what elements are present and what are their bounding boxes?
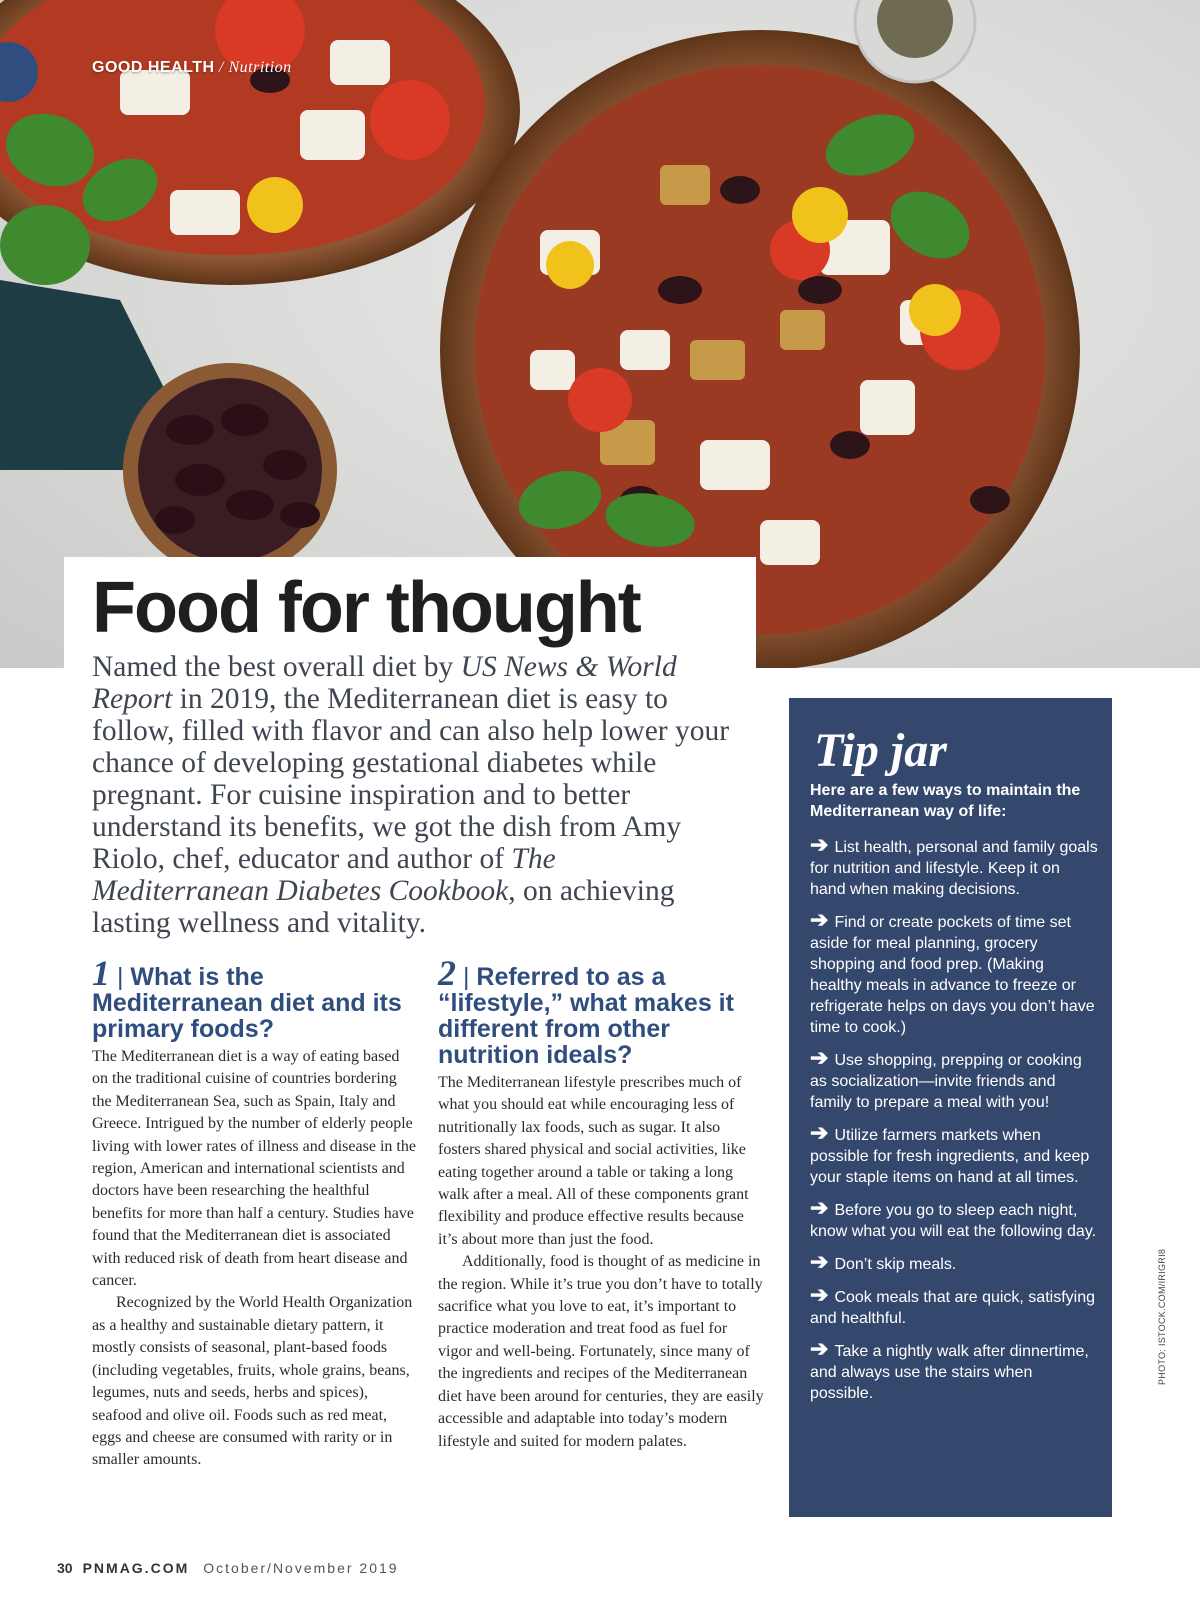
section-name: GOOD HEALTH [92, 59, 215, 76]
tip-item [810, 1047, 1098, 1113]
tip-text: Before you go to sleep each night, know what you will eat the following day. [810, 1202, 1097, 1240]
tip-text: Take a nightly walk after dinnertime, and always use the stairs when possible. [810, 1343, 1089, 1402]
question-2-heading: 2 | Referred to as a “lifestyle,” what makes it different from other nutrition ideals? [438, 953, 734, 1069]
intro-source: US News & World Report [92, 651, 677, 715]
question-1-column [92, 953, 418, 1472]
subsection-name: Nutrition [228, 59, 292, 76]
answer-paragraph: Recognized by the World Health Organization as a healthy and sustainable dietary pattern, it mostly consists of seasonal, plant-based foods (including vegetables, fruits, whole grains, beans, legumes, nuts and seeds, herbs and spices), seafood and olive oil. Foods such as red meat, eggs and cheese are consumed with rarity or in smaller amounts. [92, 1294, 413, 1469]
answer-paragraph: The Mediterranean lifestyle prescribes much of what you should eat while encouraging less of nutritionally lax foods, such as sugar. It also fosters shared physical and social activities, like eating together around a table or taking a long walk after a meal. All of these components grant flexibility and produce effective results because it’s about more than just the food. [438, 1074, 749, 1248]
tip-item [810, 1338, 1098, 1404]
arrow-right-icon: ➔ [810, 1045, 829, 1070]
tip-text: Cook meals that are quick, satisfying and healthful. [810, 1289, 1095, 1327]
magazine-site: PNMAG.COM [82, 1560, 190, 1576]
question-2-number: 2 [438, 953, 456, 993]
arrow-right-icon: ➔ [810, 1282, 829, 1307]
page-footer [57, 1560, 399, 1576]
intro-part-3: , on achieving lasting wellness and vitality. [92, 875, 675, 939]
photo-credit: PHOTO: ISTOCK.COM/IRIGRI8 [1157, 1248, 1167, 1385]
question-1-answer [92, 1046, 418, 1472]
arrow-right-icon: ➔ [810, 907, 829, 932]
arrow-right-icon: ➔ [810, 1336, 829, 1361]
tip-item [810, 1122, 1098, 1188]
tip-item [810, 1284, 1098, 1329]
page-number: 30 [57, 1560, 73, 1576]
intro-part-2: in 2019, the Mediterranean diet is easy to follow, filled with flavor and can also help lower your chance of developing gestational diabetes while pregnant. For cuisine inspiration and to better understand its benefits, we got the dish from Amy Riolo, chef, educator and author of [92, 683, 730, 875]
intro-book-title: The Mediterranean Diabetes Cookbook [92, 843, 556, 907]
question-2-answer [438, 1072, 764, 1453]
arrow-right-icon: ➔ [810, 1195, 829, 1220]
section-separator: / [214, 59, 229, 76]
section-label [92, 59, 292, 77]
tip-item [810, 1197, 1098, 1242]
tip-text: Find or create pockets of time set aside for meal planning, grocery shopping and food prep. (Making healthy meals in advance to freeze or refrigerate helps on days you don’t have time to cook.) [810, 914, 1095, 1036]
tip-item [810, 834, 1098, 900]
issue-date: October/November 2019 [203, 1560, 399, 1576]
article-intro [92, 651, 732, 939]
question-1-heading: 1 | What is the Mediterranean diet and its primary foods? [92, 953, 402, 1043]
tip-jar-sidebar [789, 698, 1112, 1517]
tip-text: Use shopping, prepping or cooking as socialization—invite friends and family to prepare a meal with you! [810, 1052, 1082, 1111]
tip-text: Don’t skip meals. [834, 1256, 957, 1273]
tip-jar-title: Tip jar [814, 724, 947, 777]
question-2-column [438, 953, 764, 1453]
tip-text: Utilize farmers markets when possible for fresh ingredients, and keep your staple items on hand at all times. [810, 1127, 1090, 1186]
tip-text: List health, personal and family goals for nutrition and lifestyle. Keep it on hand when making decisions. [810, 839, 1098, 898]
question-1-number: 1 [92, 953, 110, 993]
arrow-right-icon: ➔ [810, 1249, 829, 1274]
arrow-right-icon: ➔ [810, 1120, 829, 1145]
question-1-text: What is the Mediterranean diet and its primary foods? [92, 963, 402, 1043]
intro-part-1: Named the best overall diet by [92, 651, 461, 683]
tip-jar-intro: Here are a few ways to maintain the Mediterranean way of life: [810, 782, 1081, 820]
tip-item [810, 1251, 1098, 1275]
arrow-right-icon: ➔ [810, 832, 829, 857]
answer-paragraph: Additionally, food is thought of as medicine in the region. While it’s true you don’t have to totally sacrifice what you love to eat, it’s important to practice moderation and treat food as fuel for vigor and well-being. Fortunately, since many of the ingredients and recipes of the Mediterranean diet have been around for centuries, they are easily accessible and adaptable into today’s modern lifestyle and suited for modern palates. [438, 1253, 764, 1450]
answer-paragraph: The Mediterranean diet is a way of eating based on the traditional cuisine of countries bordering the Mediterranean Sea, such as Spain, Italy and Greece. Intrigued by the number of elderly people living with lower rates of illness and disease in the region, American and international scientists and doctors have been researching the healthful benefits for more than half a century. Studies have found that the Mediterranean diet is associated with reduced risk of death from heart disease and cancer. [92, 1048, 416, 1290]
article-title: Food for thought [92, 568, 640, 648]
tip-item [810, 909, 1098, 1038]
question-2-text: Referred to as a “lifestyle,” what makes it different from other nutrition ideals? [438, 963, 734, 1069]
